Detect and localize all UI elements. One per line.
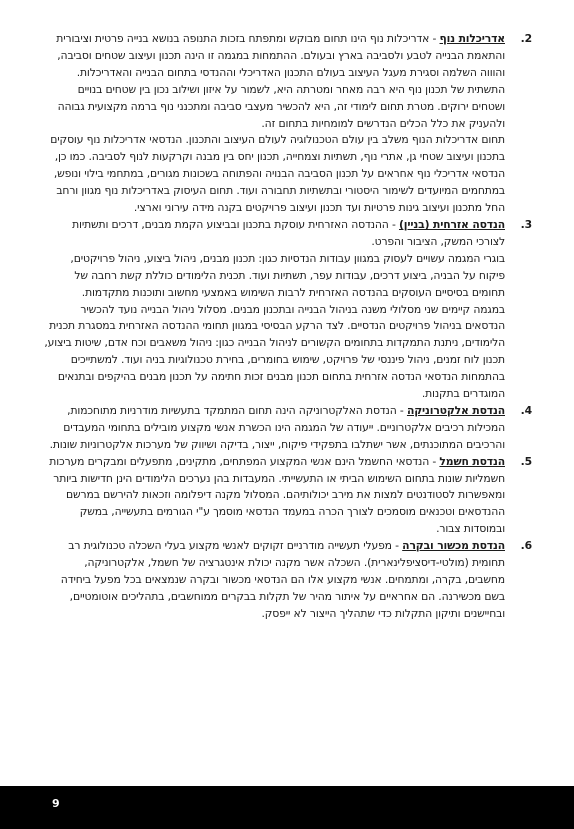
section-number: .6 (520, 539, 532, 553)
section-instrumentation-control (42, 538, 532, 623)
paragraph-text: ההנדסה האזרחית עוסקת בתכנון ובביצוע הקמת מבנים, דרכים ותשתיות לצורכי המשק, הציבור והפרט. (72, 217, 505, 248)
section-electronics-engineering (42, 403, 532, 454)
section-heading: אדריכלות נוף (439, 32, 505, 45)
section-paragraph: אדריכלות נוף - אדריכלות נוף הינו תחום מבוקש ומתפתח בזכות התנופה בנושא בנייה פרטית וציבורית והתאמת הבנייה לטבע ולסביבה בארץ ובעולם. ההתמחות במגמה זו הינה תכנון ועיצוב שטחים וסביבה, והוווה השלמה וסגירת מעגל העיצוב בעולם התכנון האדריכלי וההנדסי בתחום הבנייה והאדריכלות. התשתית של תכנון נוף היא רבה מאחר ומטרתה היא, לשמור על איזון ושילוב נכון בין שטחים בנויים ושטחים ירוקים. מטרת תחום לימודי זה, היא להכשיר מעצבי סביבה ומתכנני נוף ברמה מקצועית גבוהה ולהעניק את כלל הכלים הנדרשים למומחיות בתחום זה. (56, 32, 505, 130)
paragraph-text: מפעלי תעשייה מודרניים זקוקים לאנשי מקצוע בעלי השכלה טכנולוגית רב תחומית (מולטי-דיסציפלינארית). השכלה אשר מקנה יכולת אינטגרציה של חשמל, אלקטרוניקה, מחשבים, בקרה, ומתמחים. אנשי מקצוע אלו הם הנדסאי מכשור ובקרה שנמצאים בכל מפעל ביחידה בשם מכשירנה. הם אחראיים על איתור מהיר של תקלות בבקרים ממוחשבים, בתהליכים אוטומטיים, ובחיישנים ותיקון התקלות כדי שתהליך הייצור לא ייפסק. (60, 539, 505, 620)
paragraph-text: הנדסאי החשמל הינם אנשי המקצוע המפתחים, מתקינים, מתפעלים ומבקרים מערכות חשמליות שונות בתחום השימוש הביתי או התעשייתי. המעבדות בהן נערכים הלימודים הינן חדישות ביותר ומאפשרות לסטודנטים למצות את מירב יכולותיהם. המסלול מקנה דיפלומה וזכאות להירשם במרשם ההנדסאים וטכנאים מוסמכים לצורך הכרה במעמד הנדסאי מוסמך ע"י הגורמים בתעשייה, במשק ובמוסדות צבור. (49, 454, 505, 536)
section-heading: הנדסת חשמל (439, 454, 505, 468)
section-number: .2 (520, 32, 532, 45)
section-electrical-engineering (42, 454, 532, 539)
section-number: .5 (520, 454, 532, 468)
section-heading: הנדסת מכשור ובקרה (402, 539, 505, 553)
section-civil-engineering (42, 217, 532, 403)
paragraph-text: אדריכלות נוף הינו תחום מבוקש ומתפתח בזכות התנופה בנושא בנייה פרטית וציבורית והתאמת הבנייה לטבע ולסביבה בארץ ובעולם. ההתמחות במגמה זו הינה תכנון ועיצוב שטחים וסביבה, והוווה השלמה וסגירת מעגל העיצוב בעולם התכנון האדריכלי וההנדסי בתחום הבנייה והאדריכלות. התשתית של תכנון נוף היא רבה מאחר ומטרתה היא, לשמור על איזון ושילוב נכון בין שטחים בנויים ושטחים ירוקים. מטרת תחום לימודי זה, היא להכשיר מעצבי סביבה ומתכנני נוף ברמה מקצועית גבוהה ולהעניק את כלל הכלים הנדרשים למומחיות בתחום זה. (56, 32, 505, 130)
section-paragraph: בוגרי המגמה עשויים לעסוק במגוון עבודות הנדסיות כגון: תכנון מבנים, ניהול ביצוע, ניהול פרויקטים, פיקוח על הבניה, ביצוע דרכים, עבודות עפר, תשתיות ועוד. תכנית הלימודים כוללת קשת רחבה של תחומים בסיסיים העוסקים בהנדסה האזרחית לרבות השימוש באמצעי מחשוב ותוכנות מתקדמות. (70, 251, 505, 299)
section-landscape-architecture (42, 31, 532, 217)
section-paragraph: הנדסת אלקטרוניקה - הנדסת האלקטרוניקה הינה תחום המתמקד בתעשיות מודרניות מתוחכמות, המכילות רכיבים אלקטרוניים. ייעודה של המגמה הינו הכשרת אנשי מקצוע מובילים בתחומי המעבדים והרכיבים המתוכנתים, אשר ישתלבו בתפקידי פיקוח, ייצור, בדיקה ושיווק של מערכות אלקטרוניות שונות. (49, 403, 505, 451)
section-paragraph: במגמה קיימים שני מסלולי משנה בניהול הבנייה ובתכנון מבנים. מסלול ניהול הבנייה נועד להכשיר הנדסאים בניהול פרויקטים הנדסיים. לצד הרקע הבסיסי במגוון תחומי ההנדסה האזרחית במסגרת תכנית הלימודים, ניתנת התמקדות בתחומים הקשורים לניהול הבנייה כגון: ניהול משאבים וכח אדם, שיטות ביצוע, תכנון לוח זמנים, ניהול פיננסי של פרויקט, שימוש בחומרים, בחירת טכנולוגיות בניה ועוד. למשתייכים בהתמחות הנדסאי הנדסה אזרחית בתחום תכנון מבנים זכות חתימה על תכנון מבנים בהיקפים ובתנאים המוגדרים בתקנות. (44, 302, 505, 401)
section-paragraph: תחום אדריכלות הנוף משלב בין עולם הטכנולוגיה לעולם העיצוב והתכנון. הנדסאי אדריכלות נוף עוסקים בתכנון ועיצוב שטחי גן, אתרי נוף, תשתיות וצמחייה, תכנון יחס בין מבנה וקרקעות לנוף לסביבה. כמו כן, הנדסאי אדריכלי נוף אחראים על תכנון הסביבה הבנויה והפתוחה בשכונות מגורים, במתחמי בילוי ונופש, במתחמים המיועדים לשימור היסטורי ובתשתיות תחבורה ועוד. תחום העיסוק באדריכלות נוף מגוון ורחב החל מתכנון ועיצוב גינות פרטיות ועד תכנון ועיצוב פרויקטים בקנה מידה עירוני וארצי. (50, 133, 505, 215)
paragraph-text: הנדסת האלקטרוניקה הינה תחום המתמקד בתעשיות מודרניות מתוחכמות, המכילות רכיבים אלקטרוניים. ייעודה של המגמה הינו הכשרת אנשי מקצוע מובילים בתחומי המעבדים והרכיבים המתוכנתים, אשר ישתלבו בתפקידי פיקוח, ייצור, בדיקה ושיווק של מערכות אלקטרוניות שונות. (49, 403, 505, 451)
page-content (42, 31, 532, 623)
section-number: .3 (520, 217, 532, 231)
page-number: 9 (52, 797, 60, 810)
section-number: .4 (520, 403, 532, 417)
section-paragraph: הנדסת חשמל - הנדסאי החשמל הינם אנשי המקצוע המפתחים, מתקינים, מתפעלים ומבקרים מערכות חשמליות שונות בתחום השימוש הביתי או התעשייתי. המעבדות בהן נערכים הלימודים הינן חדישות ביותר ומאפשרות לסטודנטים למצות את מירב יכולותיהם. המסלול מקנה דיפלומה וזכאות להירשם במרשם ההנדסאים וטכנאים מוסמכים לצורך הכרה במעמד הנדסאי מוסמך ע"י הגורמים בתעשייה, במשק ובמוסדות צבור. (49, 454, 505, 536)
footer-bar (0, 786, 574, 829)
section-paragraph: הנדסה אזרחית (בניין) - ההנדסה האזרחית עוסקת בתכנון ובביצוע הקמת מבנים, דרכים ותשתיות לצורכי המשק, הציבור והפרט. (72, 217, 505, 248)
section-heading: הנדסה אזרחית (בניין) (399, 217, 505, 231)
section-heading: הנדסת אלקטרוניקה (406, 403, 505, 417)
section-paragraph: הנדסת מכשור ובקרה - מפעלי תעשייה מודרניים זקוקים לאנשי מקצוע בעלי השכלה טכנולוגית רב תחומית (מולטי-דיסציפלינארית). השכלה אשר מקנה יכולת אינטגרציה של חשמל, אלקטרוניקה, מחשבים, בקרה, ומתמחים. אנשי מקצוע אלו הם הנדסאי מכשור ובקרה שנמצאים בכל מפעל ביחידה בשם מכשירנה. הם אחראיים על איתור מהיר של תקלות בבקרים ממוחשבים, בתהליכים אוטומטיים, ובחיישנים ותיקון התקלות כדי שתהליך הייצור לא ייפסק. (60, 539, 505, 620)
